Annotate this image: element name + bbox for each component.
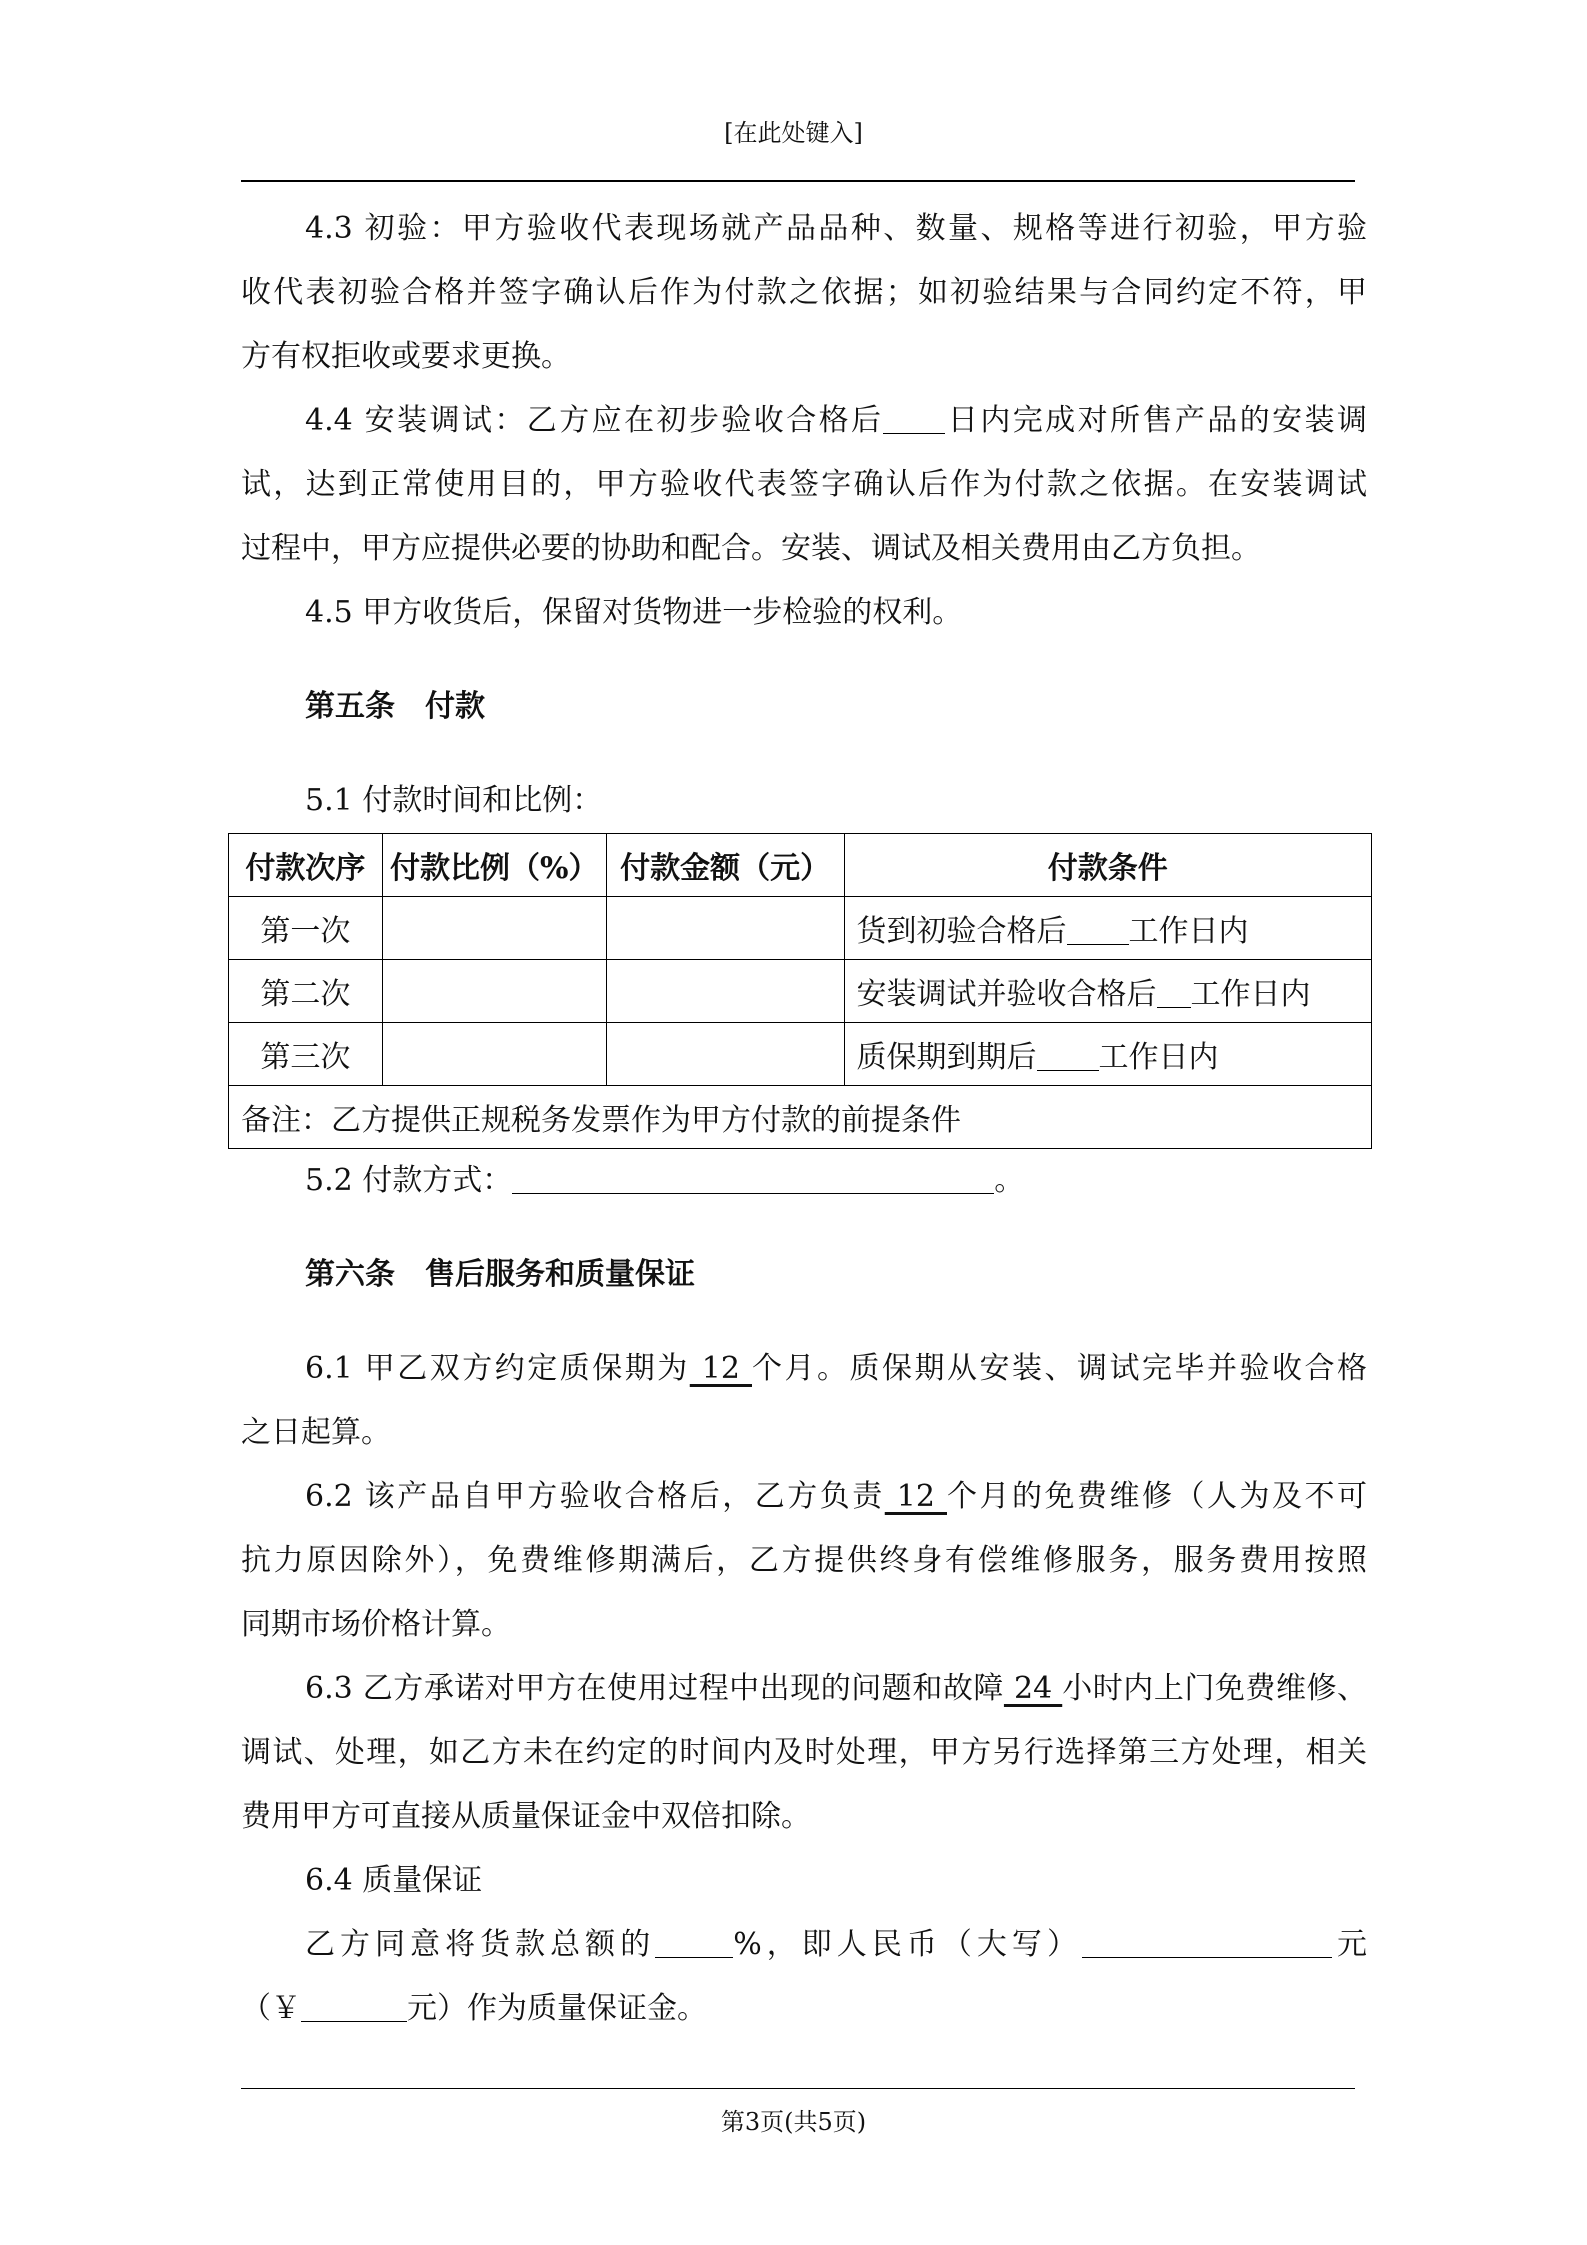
header-rule: [241, 180, 1355, 182]
cell-amount[interactable]: [606, 960, 844, 1023]
install-days-blank[interactable]: [883, 405, 945, 434]
cell-amount[interactable]: [606, 1023, 844, 1086]
table-row: [229, 960, 1372, 1023]
paragraph-4-3-line-1: 4.3 初验：甲方验收代表现场就产品品种、数量、规格等进行初验，甲方验: [305, 211, 1367, 246]
deposit-amount-words-blank[interactable]: [1082, 1929, 1332, 1958]
cell-amount[interactable]: [606, 897, 844, 960]
cell-condition: 安装调试并验收合格后 工作日内: [844, 960, 1372, 1023]
paragraph-4-3-line-3: 方有权拒收或要求更换。: [241, 339, 571, 374]
paragraph-4-4-line-2: 试，达到正常使用目的，甲方验收代表签字确认后作为付款之依据。在安装调试: [241, 467, 1367, 502]
paragraph-6-3-line-1: 6.3 乙方承诺对甲方在使用过程中出现的问题和故障 24 小时内上门免费维修、: [305, 1671, 1368, 1706]
cell-order: 第二次: [229, 960, 383, 1023]
header-cell-condition: 付款条件: [844, 834, 1372, 897]
cell-condition: 质保期到期后 工作日内: [844, 1023, 1372, 1086]
cell-condition: 货到初验合格后 工作日内: [844, 897, 1372, 960]
deposit-percent-blank[interactable]: [655, 1929, 733, 1958]
free-repair-months-value: 12: [884, 1479, 947, 1514]
page-header: [在此处键入]: [724, 119, 863, 147]
cell-order: 第一次: [229, 897, 383, 960]
paragraph-4-4-line-1: 4.4 安装调试：乙方应在初步验收合格后 日内完成对所售产品的安装调: [305, 403, 1368, 438]
condition-days-blank[interactable]: [1157, 979, 1191, 1008]
table-note: 备注：乙方提供正规税务发票作为甲方付款的前提条件: [229, 1086, 1372, 1149]
paragraph-6-2-line-1: 6.2 该产品自甲方验收合格后，乙方负责 12 个月的免费维修（人为及不可: [305, 1479, 1367, 1514]
paragraph-4-5: 4.5 甲方收货后，保留对货物进一步检验的权利。: [305, 595, 963, 630]
footer-rule: [241, 2088, 1355, 2089]
table-row: [229, 897, 1372, 960]
header-cell-order: 付款次序: [229, 834, 383, 897]
article-6-heading: 第六条 售后服务和质量保证: [305, 1257, 695, 1292]
cell-ratio[interactable]: [382, 1023, 606, 1086]
paragraph-6-4-title: 6.4 质量保证: [305, 1863, 483, 1898]
condition-days-blank[interactable]: [1067, 916, 1129, 945]
table-note-row: [229, 1086, 1372, 1149]
paragraph-6-2-line-3: 同期市场价格计算。: [241, 1607, 511, 1642]
condition-days-blank[interactable]: [1037, 1042, 1099, 1071]
paragraph-4-3-line-2: 收代表初验合格并签字确认后作为付款之依据；如初验结果与合同约定不符，甲: [241, 275, 1367, 310]
warranty-months-value: 12: [689, 1351, 752, 1386]
header-cell-amount: 付款金额（元）: [606, 834, 844, 897]
deposit-amount-figures-blank[interactable]: [301, 1993, 407, 2022]
payment-table: [228, 833, 1372, 1149]
response-hours-value: 24: [1003, 1671, 1063, 1706]
paragraph-6-4-line-2: （￥ 元）作为质量保证金。: [241, 1991, 707, 2026]
article-5-heading: 第五条 付款: [305, 689, 485, 724]
cell-ratio[interactable]: [382, 960, 606, 1023]
table-header-row: [229, 834, 1372, 897]
cell-order: 第三次: [229, 1023, 383, 1086]
paragraph-6-1-line-1: 6.1 甲乙双方约定质保期为 12 个月。质保期从安装、调试完毕并验收合格: [305, 1351, 1367, 1386]
paragraph-6-3-line-2: 调试、处理，如乙方未在约定的时间内及时处理，甲方另行选择第三方处理，相关: [241, 1735, 1367, 1770]
header-cell-ratio: 付款比例（%）: [382, 834, 606, 897]
document-body: [241, 197, 1367, 2041]
page-footer: 第3页(共5页): [720, 2108, 867, 2136]
payment-method-blank[interactable]: [512, 1165, 994, 1194]
paragraph-6-2-line-2: 抗力原因除外），免费维修期满后，乙方提供终身有偿维修服务，服务费用按照: [241, 1543, 1367, 1578]
cell-ratio[interactable]: [382, 897, 606, 960]
paragraph-5-1: 5.1 付款时间和比例：: [305, 783, 603, 818]
paragraph-6-4-line-1: 乙方同意将货款总额的 %，即人民币（大写） 元: [305, 1927, 1368, 1962]
paragraph-5-2: 5.2 付款方式： 。: [305, 1163, 1025, 1198]
table-row: [229, 1023, 1372, 1086]
paragraph-4-4-line-3: 过程中，甲方应提供必要的协助和配合。安装、调试及相关费用由乙方负担。: [241, 531, 1261, 566]
paragraph-6-1-line-2: 之日起算。: [241, 1415, 391, 1450]
paragraph-6-3-line-3: 费用甲方可直接从质量保证金中双倍扣除。: [241, 1799, 811, 1834]
